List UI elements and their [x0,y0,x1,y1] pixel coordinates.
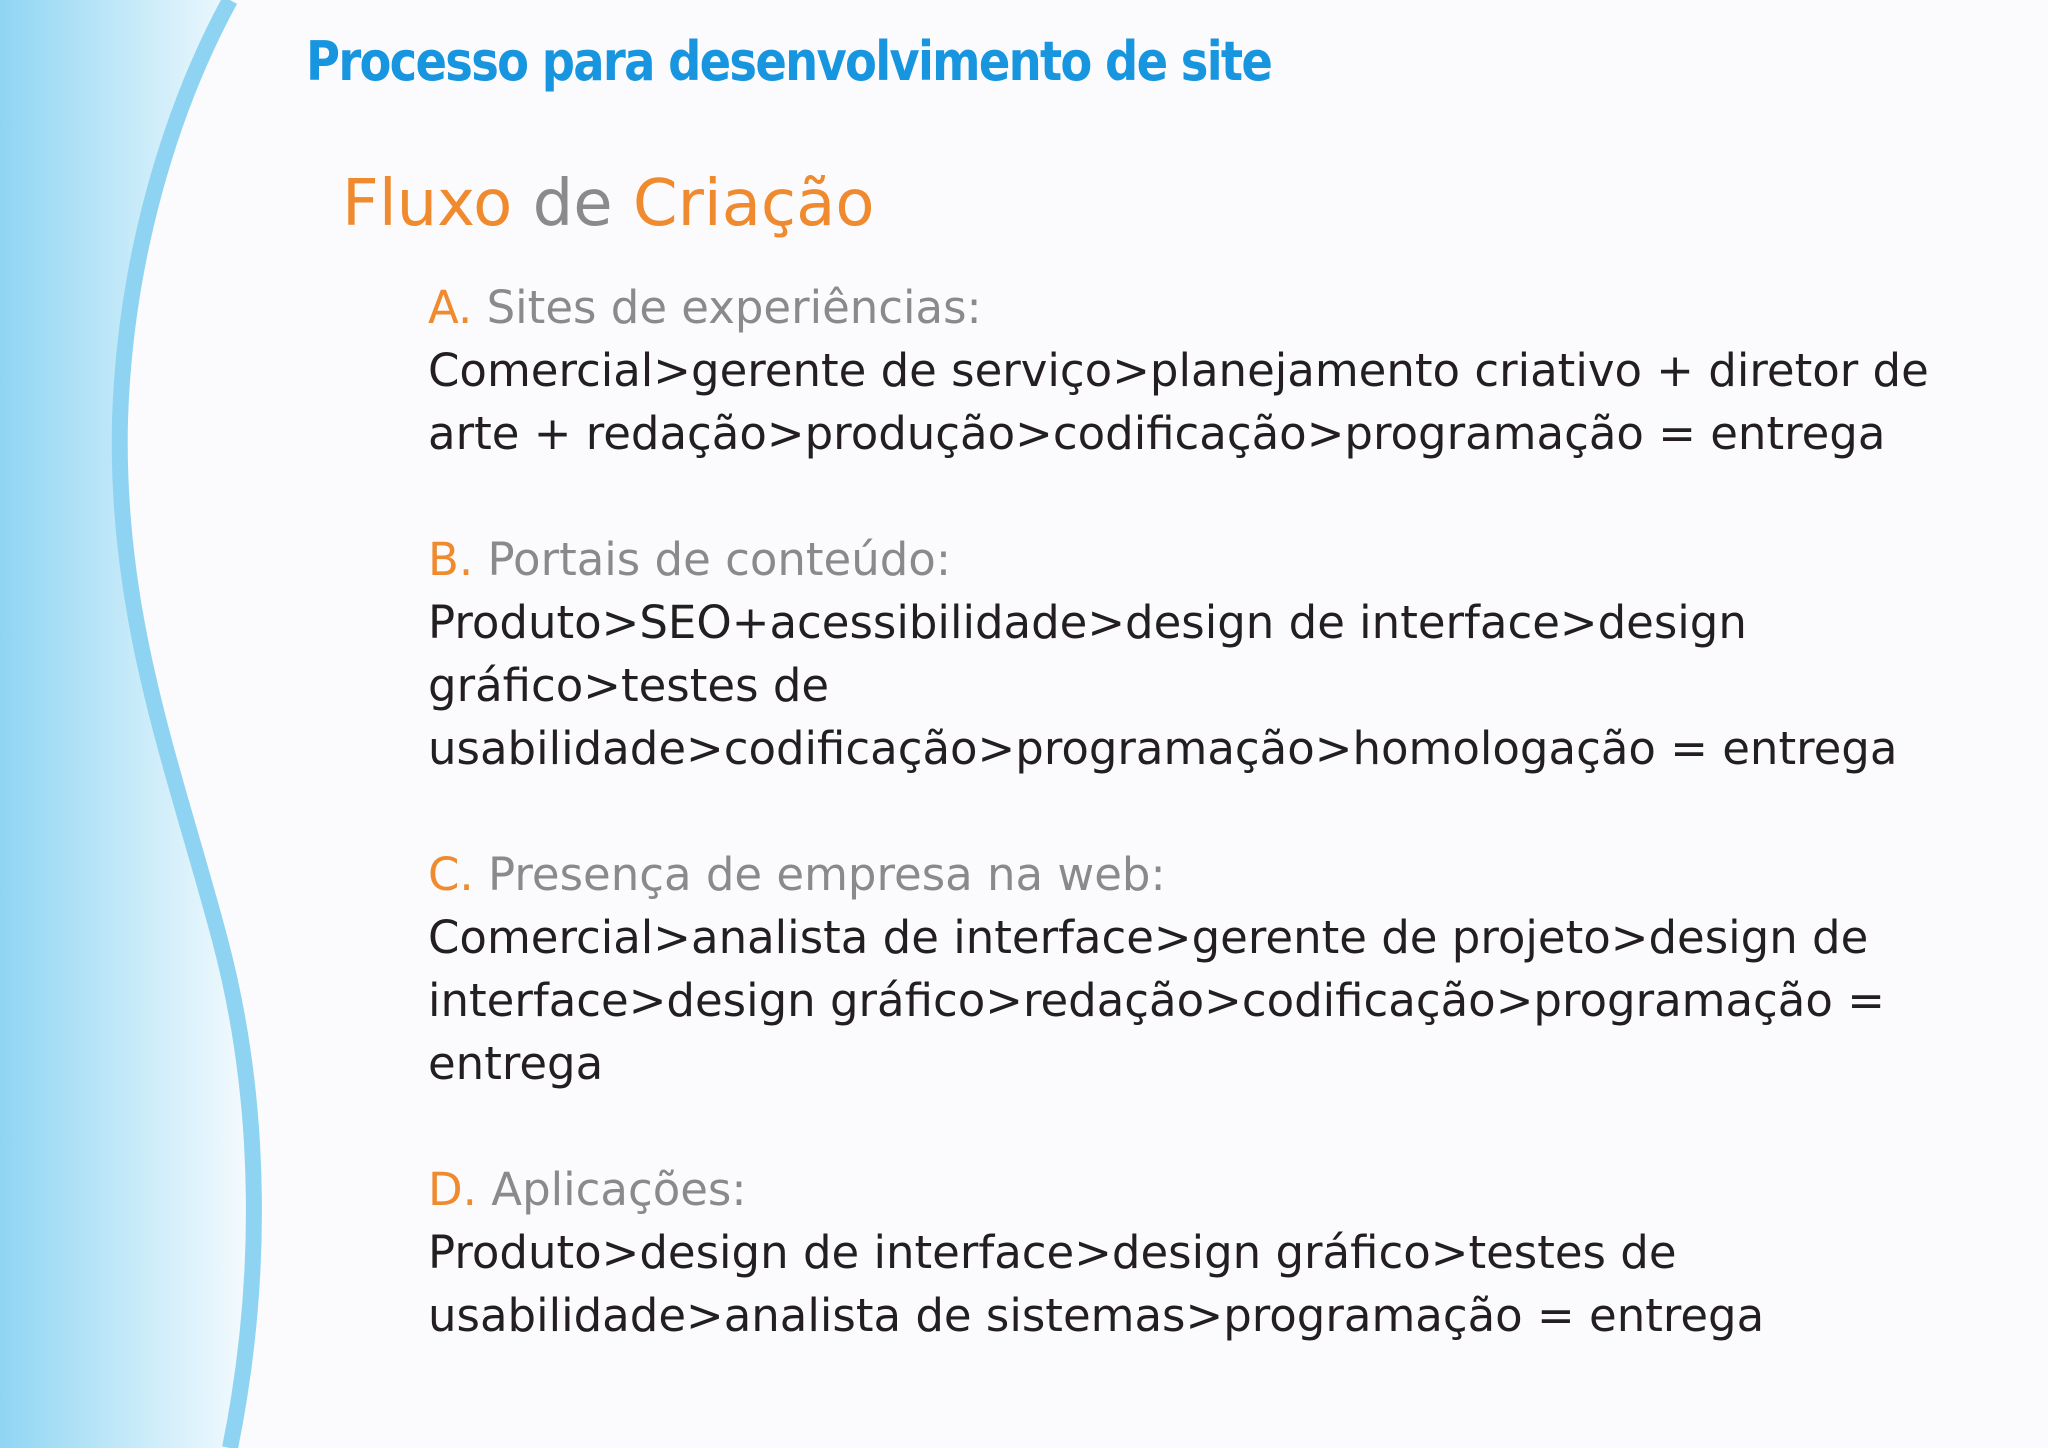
item-letter: A. [428,281,473,334]
page-header-title: Processo para desenvolvimento de site [306,30,1272,93]
item-heading [428,528,2018,591]
section-title-word-2: de [532,167,613,241]
item-heading [428,276,2018,339]
process-item-c [428,843,2018,1095]
item-label: Presença de empresa na web: [488,848,1166,901]
item-flow-line: Produto>SEO+acessibilidade>design de interface>design [428,596,1747,649]
item-flow-line: interface>design gráfico>redação>codificação>programação = [428,974,1885,1027]
item-heading [428,843,2018,906]
item-flow-line: gráfico>testes de [428,659,830,712]
item-flow-line: usabilidade>analista de sistemas>programação = entrega [428,1289,1765,1342]
item-flow-line: usabilidade>codificação>programação>homologação = entrega [428,722,1898,775]
process-item-b [428,528,2018,780]
item-flow-line: Comercial>gerente de serviço>planejamento criativo + diretor de [428,344,1929,397]
item-letter: C. [428,848,474,901]
section-title [342,162,874,246]
item-flow-line: arte + redação>produção>codificação>programação = entrega [428,407,1886,460]
item-label: Portais de conteúdo: [487,533,951,586]
item-label: Aplicações: [491,1163,747,1216]
item-flow-line: entrega [428,1037,604,1090]
item-letter: B. [428,533,474,586]
process-item-a [428,276,2018,465]
section-title-word-3: Criação [632,167,875,241]
process-list [428,276,2018,1410]
section-title-word-1: Fluxo [342,167,513,241]
item-heading [428,1158,2018,1221]
item-flow-line: Produto>design de interface>design gráfico>testes de [428,1226,1677,1279]
process-item-d [428,1158,2018,1347]
decorative-wave-background [0,0,300,1448]
item-letter: D. [428,1163,477,1216]
item-label: Sites de experiências: [486,281,982,334]
item-flow-line: Comercial>analista de interface>gerente de projeto>design de [428,911,1869,964]
